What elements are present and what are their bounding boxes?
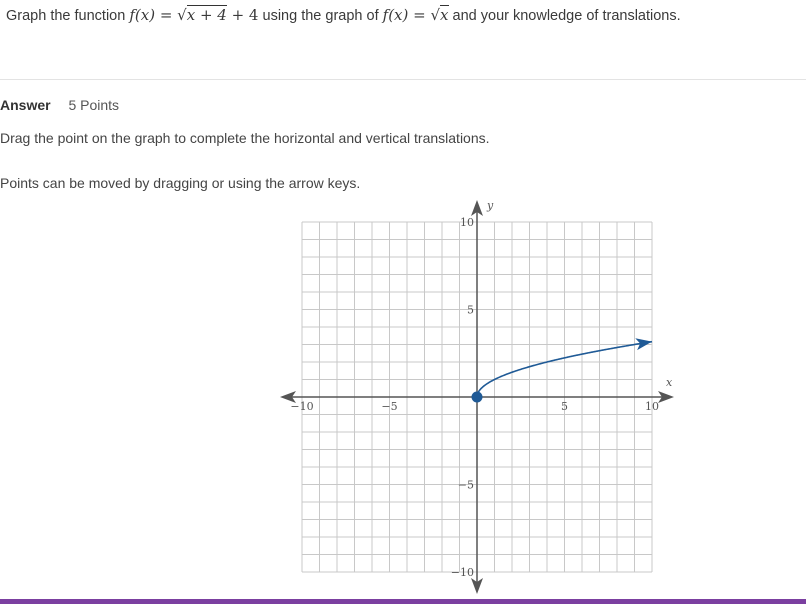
- question-prefix: Graph the function: [6, 8, 130, 24]
- answer-label: Answer: [0, 97, 51, 113]
- draggable-anchor-point[interactable]: [472, 392, 483, 403]
- y-tick-label: −10: [450, 566, 474, 579]
- question-middle: using the graph of: [258, 8, 383, 24]
- y-tick-label: 10: [460, 216, 474, 229]
- question-suffix: and your knowledge of translations.: [448, 8, 681, 24]
- y-tick-label: −5: [457, 478, 474, 492]
- x-axis-label: x: [666, 376, 673, 389]
- x-tick-label: 10: [645, 400, 659, 413]
- y-axis-label: y: [487, 199, 494, 212]
- instruction-text: Drag the point on the graph to complete the horizontal and vertical translations.: [0, 130, 490, 146]
- base-function: f(x) = √x: [382, 6, 449, 24]
- x-tick-label: −10: [290, 400, 314, 413]
- hint-text: Points can be moved by dragging or using the arrow keys.: [0, 175, 361, 191]
- points-label: 5 Points: [68, 97, 120, 113]
- x-tick-label: 5: [561, 400, 568, 413]
- x-tick-label: −5: [381, 400, 398, 413]
- target-function: f(x) = √x + 4 + 4: [129, 6, 259, 24]
- y-tick-label: 5: [467, 303, 474, 317]
- bottom-accent-bar: [0, 599, 806, 604]
